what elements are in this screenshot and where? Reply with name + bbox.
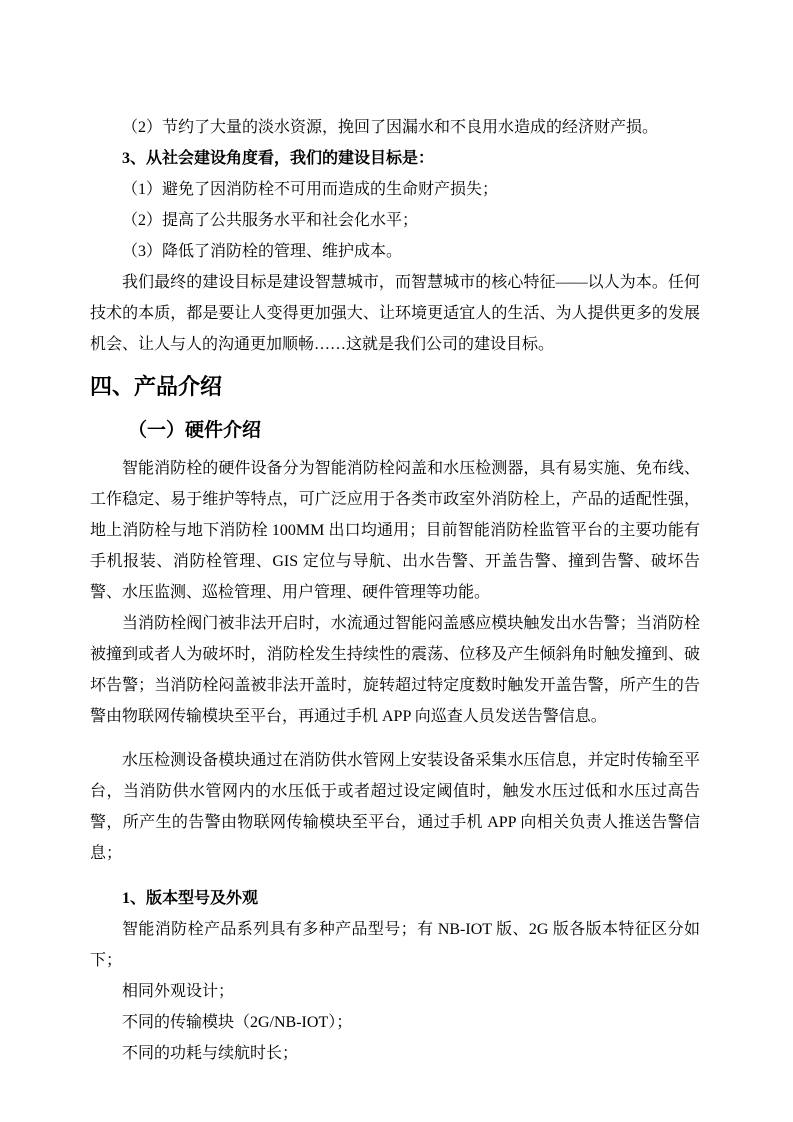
section-heading-product-intro: 四、产品介绍 (90, 374, 223, 399)
subsection-heading-hardware: （一）硬件介绍 (128, 420, 262, 441)
paragraph-alarm-triggers: 当消防栓阀门被非法开启时，水流通过智能闷盖感应模块触发出水告警；当消防栓被撞到或者人为破坏时，消防栓发生持续性的震荡、位移及产生倾斜角时触发撞到、破坏告警；当消防栓闷盖被非法开盖时，旋转超过特定度数时触发开盖告警，所产生的告警由物联网传输模块至平台，再通过手机 APP 向巡查人员发送告警信息。 (90, 615, 700, 725)
paragraph-water-saving: （2）节约了大量的淡水资源，挽回了因漏水和不良用水造成的经济财产损。 (122, 119, 659, 136)
list-item-goal-1: （1）避免了因消防栓不可用而造成的生命财产损失； (122, 181, 499, 198)
heading-version-models: 1、版本型号及外观 (122, 890, 259, 907)
line-different-battery: 不同的功耗与续航时长； (122, 1045, 299, 1062)
paragraph-pressure-module: 水压检测设备模块通过在消防供水管网上安装设备采集水压信息，并定时传输至平台，当消防供水管网内的水压低于或者超过设定阈值时，触发水压过低和水压过高告警，所产生的告警由物联网传输模块至平台，通过手机 APP 向相关负责人推送告警信息； (90, 752, 700, 862)
line-different-modules: 不同的传输模块（2G/NB-IOT）； (122, 1014, 353, 1031)
list-item-goal-2: （2）提高了公共服务水平和社会化水平； (122, 212, 419, 229)
line-same-design: 相同外观设计； (122, 983, 235, 1000)
heading-social-goals: 3、从社会建设角度看，我们的建设目标是： (122, 150, 435, 167)
paragraph-model-series: 智能消防栓产品系列具有多种产品型号；有 NB-IOT 版、2G 版各版本特征区分如下； (90, 921, 700, 969)
document-content (90, 112, 700, 1069)
paragraph-smart-city-goal: 我们最终的建设目标是建设智慧城市，而智慧城市的核心特征——以人为本。任何技术的本质，都是要让人变得更加强大、让环境更适宜人的生活、为人提供更多的发展机会、让人与人的沟通更加顺畅……这就是我们公司的建设目标。 (90, 274, 700, 353)
paragraph-hardware-overview: 智能消防栓的硬件设备分为智能消防栓闷盖和水压检测器，具有易实施、免布线、工作稳定、易于维护等特点，可广泛应用于各类市政室外消防栓上，产品的适配性强，地上消防栓与地下消防栓 100MM 出口均通用；目前智能消防栓监管平台的主要功能有手机报装、消防栓管理、GIS 定位与导航、出水告警、开盖告警、撞到告警、破坏告警、水压监测、巡检管理、用户管理、硬件管理等功能。 (90, 460, 700, 601)
list-item-goal-3: （3）降低了消防栓的管理、维护成本。 (122, 243, 403, 260)
